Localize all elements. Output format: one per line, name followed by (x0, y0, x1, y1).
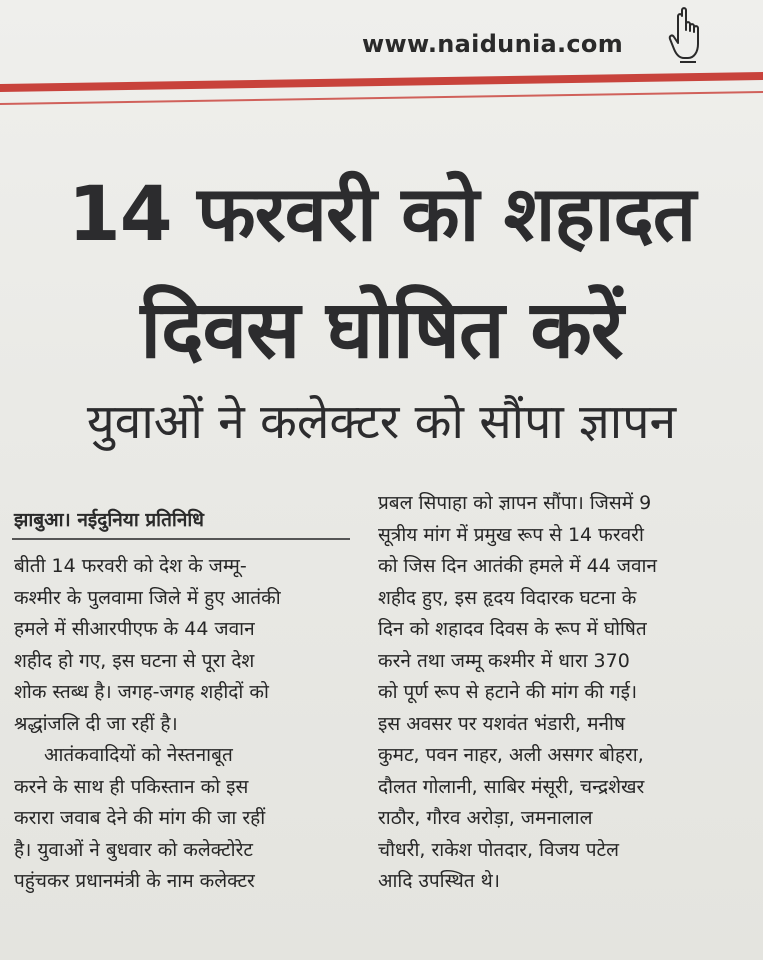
article-line: करने के साथ ही पकिस्तान को इस (14, 775, 249, 798)
article-line: बीती 14 फरवरी को देश के जम्मू- (14, 555, 247, 577)
article-line: कश्मीर के पुलवामा जिले में हुए आतंकी (14, 586, 281, 609)
article-line: शहीद हुए, इस हृदय विदारक घटना के (378, 586, 637, 609)
article-line: करने तथा जम्मू कश्मीर में धारा 370 (378, 649, 630, 672)
article-line: शोक स्तब्ध है। जगह-जगह शहीदों को (14, 681, 269, 703)
pointing-hand-icon (668, 6, 710, 64)
article-line: आदि उपस्थित थे। (378, 870, 500, 892)
article-column-right (378, 488, 718, 898)
subheadline: युवाओं ने कलेक्टर को सौंपा ज्ञापन (86, 394, 677, 450)
article-line: पहुंचकर प्रधानमंत्री के नाम कलेक्टर (14, 870, 255, 892)
red-divider-thin (0, 91, 763, 105)
article-line: करारा जवाब देने की मांग की जा रहीं (14, 807, 266, 829)
headline-line-2: दिवस घोषित करें (140, 283, 623, 376)
article-column-left (14, 551, 354, 898)
article-line: श्रद्धांजलि दी जा रहीं है। (14, 712, 178, 735)
article-line: को जिस दिन आतंकी हमले में 44 जवान (378, 555, 657, 577)
headline-line-1: 14 फरवरी को शहादत (67, 169, 696, 258)
article-line: आतंकवादियों को नेस्तनाबूत (44, 744, 233, 766)
article-line: दिन को शहादव दिवस के रूप में घोषित (378, 618, 647, 640)
article-line: इस अवसर पर यशवंत भंडारी, मनीष (378, 712, 625, 735)
article-line: हमले में सीआरपीएफ के 44 जवान (14, 618, 255, 640)
dateline: झाबुआ। नईदुनिया प्रतिनिधि (14, 509, 204, 531)
article-line: कुमट, पवन नाहर, अली असगर बोहरा, (378, 744, 644, 766)
site-url: www.naidunia.com (362, 30, 624, 58)
article-line: सूत्रीय मांग में प्रमुख रूप से 14 फरवरी (378, 523, 644, 546)
article-line: को पूर्ण रूप से हटाने की मांग की गई। (378, 681, 638, 703)
article-line: दौलत गोलानी, साबिर मंसूरी, चन्द्रशेखर (378, 775, 645, 798)
article-line: है। युवाओं ने बुधवार को कलेक्टोरेट (14, 838, 253, 861)
article-line: शहीद हो गए, इस घटना से पूरा देश (14, 649, 255, 672)
red-divider (0, 72, 763, 92)
dateline-underline (12, 538, 350, 540)
article-line: राठौर, गौरव अरोड़ा, जमनालाल (378, 807, 593, 829)
article-line: प्रबल सिपाहा को ज्ञापन सौंपा। जिसमें 9 (378, 492, 652, 514)
article-line: चौधरी, राकेश पोतदार, विजय पटेल (378, 838, 619, 861)
